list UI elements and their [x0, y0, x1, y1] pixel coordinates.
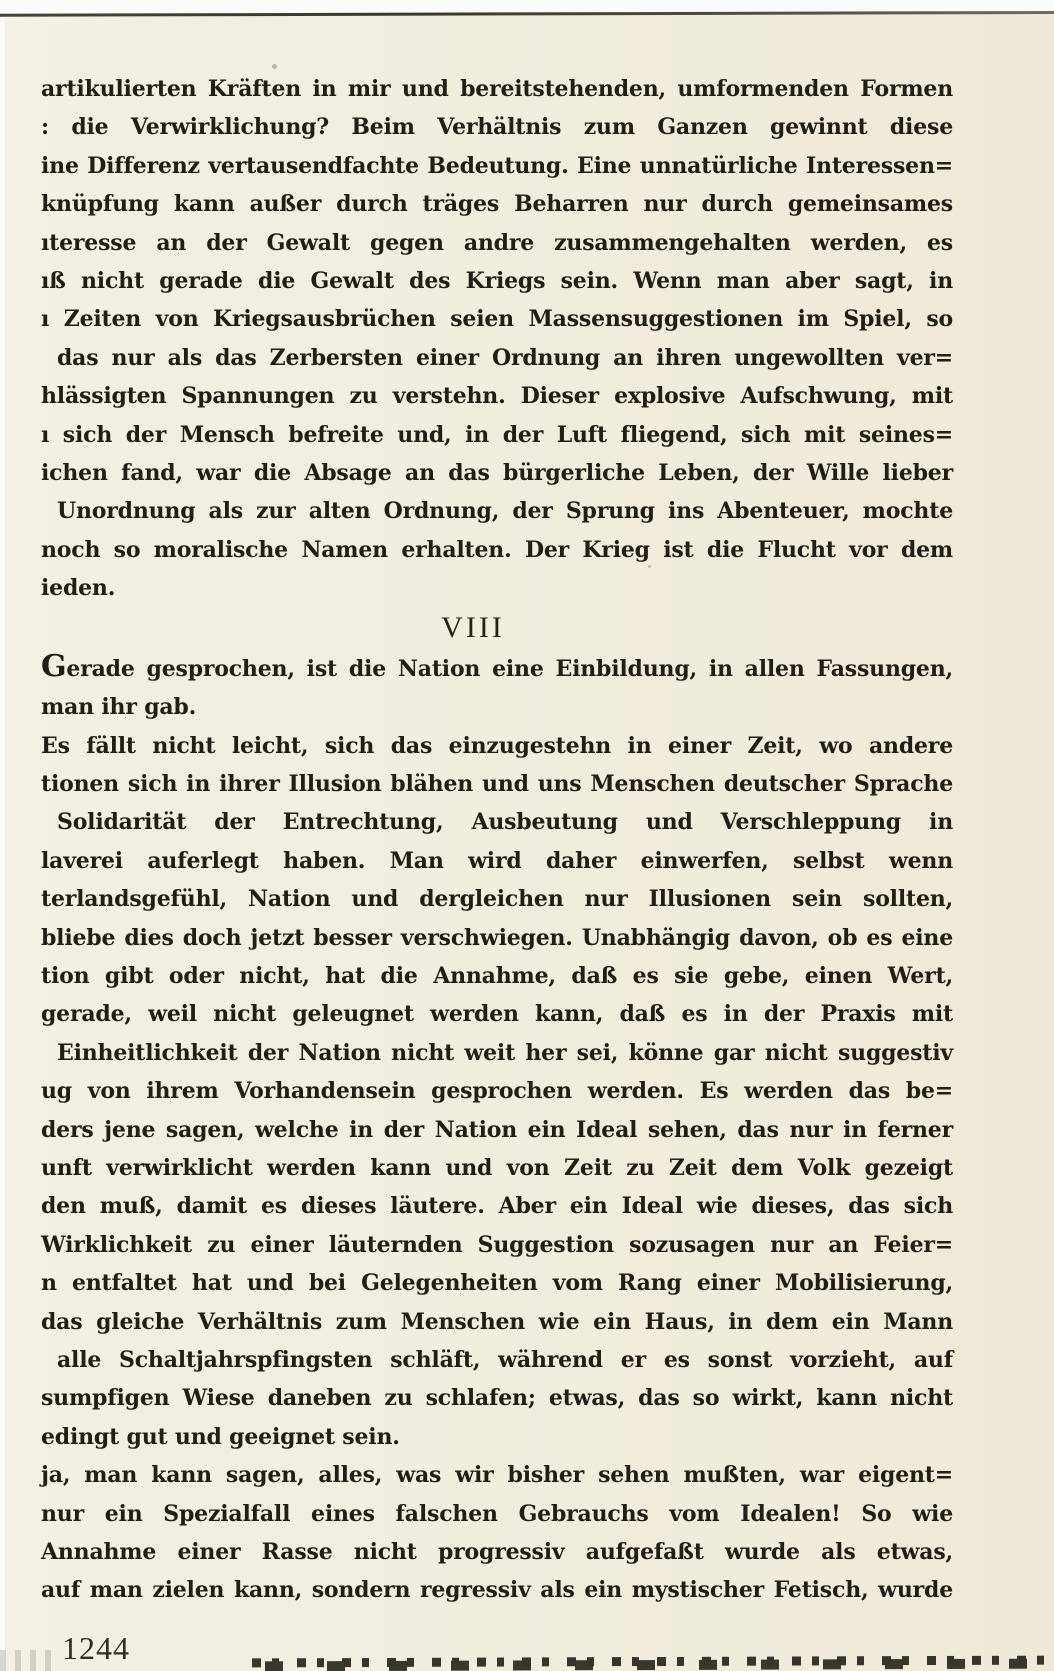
- text-line: Annahme einer Rasse nicht progressiv aufgefaßt wurde als etwas,: [41, 1539, 953, 1566]
- paragraph: [41, 70, 953, 608]
- paper-speck: [272, 64, 277, 69]
- paragraph-zone-after-heading: [41, 648, 953, 1610]
- text-line: ichen fand, war die Absage an das bürgerliche Leben, der Wille lieber: [41, 460, 953, 487]
- text-line: alle Schaltjahrspfingsten schläft, während er es sonst vorzieht, auf: [57, 1347, 953, 1373]
- paragraph: [41, 1456, 953, 1610]
- paragraph: [41, 727, 953, 1457]
- text-line: den muß, damit es dieses läutere. Aber ein Ideal wie dieses, das sich: [41, 1193, 953, 1220]
- text-line: ders jene sagen, welche in der Nation ein Ideal sehen, das nur in ferner: [41, 1116, 953, 1143]
- paragraph: [41, 648, 953, 727]
- text-line: hlässigten Spannungen zu verstehn. Dieser explosive Aufschwung, mit: [41, 383, 953, 410]
- section-heading: VIII: [441, 610, 505, 644]
- page-number: 1244: [62, 1630, 130, 1666]
- text-line: ı sich der Mensch befreite und, in der Luft fliegend, sich mit seines=: [41, 421, 953, 448]
- text-line: laverei auferlegt haben. Man wird daher einwerfen, selbst wenn: [41, 847, 953, 874]
- text-line: unft verwirklicht werden kann und von Zeit zu Zeit dem Volk gezeigt: [41, 1154, 953, 1181]
- text-line: terlandsgefühl, Nation und dergleichen nur Illusionen sein sollten,: [41, 886, 953, 913]
- text-line: auf man zielen kann, sondern regressiv als ein mystischer Fetisch, wurde: [41, 1577, 953, 1604]
- text-line: Wirklichkeit zu einer läuternden Suggestion sozusagen nur an Feier=: [41, 1231, 953, 1258]
- text-line: ine Differenz vertausendfachte Bedeutung. Eine unnatürliche Interessen=: [41, 152, 953, 179]
- text-line: ıß nicht gerade die Gewalt des Kriegs sein. Wenn man aber sagt, in: [41, 268, 953, 295]
- text-line: das nur als das Zerbersten einer Ordnung an ihren ungewollten ver=: [57, 344, 953, 371]
- text-line: ı Zeiten von Kriegsausbrüchen seien Massensuggestionen im Spiel, so: [41, 306, 953, 333]
- paper-speck: [648, 565, 651, 568]
- paper-speck: [508, 120, 511, 123]
- text-line: gerade, weil nicht geleugnet werden kann, daß es in der Praxis mit: [41, 1001, 953, 1028]
- text-line: noch so moralische Namen erhalten. Der Krieg ist die Flucht vor dem: [41, 536, 953, 563]
- text-line: ıteresse an der Gewalt gegen andre zusammengehalten werden, es: [41, 229, 953, 256]
- scan-bottom-artifacts: [252, 1654, 1054, 1671]
- text-line: nur ein Spezialfall eines falschen Gebrauchs vom Idealen! So wie: [41, 1500, 953, 1527]
- scan-corner-smudge: [0, 1650, 52, 1671]
- text-line: bliebe dies doch jetzt besser verschwiegen. Unabhängig davon, ob es eine: [41, 924, 953, 951]
- text-block: [41, 70, 953, 1610]
- text-line: tion gibt oder nicht, hat die Annahme, daß es sie gebe, einen Wert,: [41, 962, 953, 989]
- text-line: tionen sich in ihrer Illusion blähen und uns Menschen deutscher Sprache: [41, 770, 953, 797]
- text-line: Solidarität der Entrechtung, Ausbeutung und Verschleppung in: [57, 809, 953, 836]
- text-line: ieden.: [41, 575, 116, 602]
- text-line: man ihr gab.: [41, 694, 197, 721]
- text-line: Unordnung als zur alten Ordnung, der Sprung ins Abenteuer, mochte: [57, 498, 953, 525]
- text-line: ja, man kann sagen, alles, was wir bisher sehen mußten, war eigent=: [41, 1462, 953, 1489]
- text-line: artikulierten Kräften in mir und bereitstehenden, umformenden Formen: [41, 76, 953, 102]
- text-line: edingt gut und geeignet sein.: [41, 1423, 400, 1450]
- text-line: das gleiche Verhältnis zum Menschen wie ein Haus, in dem ein Mann: [41, 1308, 953, 1335]
- text-line: ug von ihrem Vorhandensein gesprochen werden. Es werden das be=: [41, 1078, 953, 1105]
- text-line: Es fällt nicht leicht, sich das einzugestehn in einer Zeit, wo andere: [41, 732, 953, 759]
- text-line: Gerade gesprochen, ist die Nation eine Einbildung, in allen Fassungen,: [41, 648, 953, 684]
- text-line: sumpfigen Wiese daneben zu schlafen; etwas, das so wirkt, kann nicht: [41, 1385, 953, 1412]
- text-line: : die Verwirklichung? Beim Verhältnis zum Ganzen gewinnt diese: [41, 114, 953, 141]
- text-line: knüpfung kann außer durch träges Beharren nur durch gemeinsames: [41, 191, 953, 218]
- text-line: Einheitlichkeit der Nation nicht weit her sei, könne gar nicht suggestiv: [57, 1039, 953, 1066]
- text-line: n entfaltet hat und bei Gelegenheiten vom Rang einer Mobilisierung,: [41, 1270, 953, 1297]
- paragraph-zone-before-heading: [41, 70, 953, 608]
